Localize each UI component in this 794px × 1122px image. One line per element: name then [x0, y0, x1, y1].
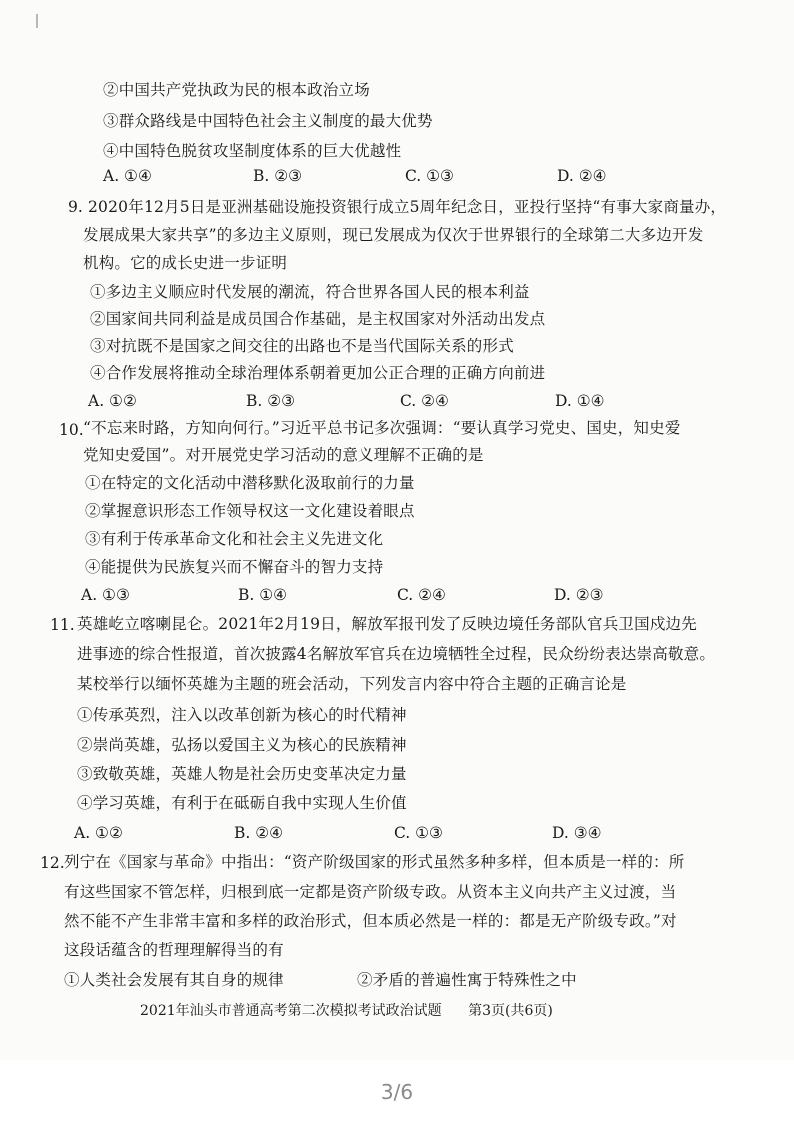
q11-option-b: B. ②④ [234, 824, 284, 842]
q8-item-3: ③群众路线是中国特色社会主义制度的最大优势 [103, 112, 433, 130]
footer-page-number: 第3页(共6页) [468, 1003, 553, 1019]
q12-number: 12. [40, 854, 65, 872]
q10-option-c: C. ②④ [397, 586, 446, 604]
q12-stem-line-3: 然不能不产生非常丰富和多样的政治形式，但本质必然是一样的：都是无产阶级专政。”对 [64, 912, 677, 930]
q9-stem-line-1: 2020年12月5日是亚洲基础设施投资银行成立5周年纪念日，亚投行坚持“有事大家商量办， [88, 198, 727, 216]
q9-item-4: ④合作发展将推动全球治理体系朝着更加公正合理的正确方向前进 [90, 364, 546, 382]
q9-option-b: B. ②③ [246, 392, 296, 410]
q10-item-4: ④能提供为民族复兴而不懈奋斗的智力支持 [85, 558, 384, 576]
q8-option-a: A. ①④ [103, 167, 152, 185]
page-indicator: 3/6 [380, 1080, 414, 1104]
q12-stem-line-2: 有这些国家不管怎样，归根到底一定都是资产阶级专政。从资本主义向共产主义过渡，当 [64, 883, 677, 901]
q10-option-a: A. ①③ [81, 586, 130, 604]
q11-item-2: ②崇尚英雄，弘扬以爱国主义为核心的民族精神 [77, 736, 407, 754]
q11-number: 11. [50, 616, 75, 634]
q9-option-c: C. ②④ [400, 392, 449, 410]
q9-item-3: ③对抗既不是国家之间交往的出路也不是当代国际关系的形式 [90, 337, 514, 355]
q8-option-d: D. ②④ [557, 167, 607, 185]
q9-item-2: ②国家间共同利益是成员国合作基础，是主权国家对外活动出发点 [90, 310, 546, 328]
q9-stem-line-2: 发展成果大家共享”的多边主义原则，现已发展成为仅次于世界银行的全球第二大多边开发 [83, 226, 704, 244]
q9-number: 9. [68, 198, 83, 216]
q10-stem-line-2: 党知史爱国”。对开展党史学习活动的意义理解不正确的是 [83, 446, 484, 464]
q10-item-1: ①在特定的文化活动中潜移默化汲取前行的力量 [85, 474, 415, 492]
q8-item-4: ④中国特色脱贫攻坚制度体系的巨大优越性 [103, 142, 402, 160]
q10-option-d: D. ②③ [554, 586, 604, 604]
q10-number: 10. [59, 421, 84, 439]
q12-stem-line-4: 这段话蕴含的哲理理解得当的有 [64, 941, 284, 959]
q8-item-2: ②中国共产党执政为民的根本政治立场 [103, 81, 370, 99]
q11-option-a: A. ①② [74, 824, 123, 842]
q11-stem-line-2: 进事迹的综合性报道，首次披露4名解放军官兵在边境牺牲全过程，民众纷纷表达崇高敬意。 [77, 645, 716, 663]
q8-option-c: C. ①③ [405, 167, 454, 185]
q9-option-d: D. ①④ [555, 392, 605, 410]
q11-item-4: ④学习英雄，有利于在砥砺自我中实现人生价值 [77, 794, 407, 812]
q12-item-2: ②矛盾的普遍性寓于特殊性之中 [357, 971, 577, 989]
q9-item-1: ①多边主义顺应时代发展的潮流，符合世界各国人民的根本利益 [90, 283, 530, 301]
q10-item-2: ②掌握意识形态工作领导权这一文化建设着眼点 [85, 502, 415, 520]
q12-stem-line-1: 列宁在《国家与革命》中指出：“资产阶级国家的形式虽然多种多样，但本质是一样的：所 [64, 853, 685, 871]
q11-option-d: D. ③④ [552, 824, 602, 842]
q11-stem-line-3: 某校举行以缅怀英雄为主题的班会活动，下列发言内容中符合主题的正确言论是 [77, 675, 627, 693]
page-footer [140, 1000, 553, 1020]
q12-item-1: ①人类社会发展有其自身的规律 [64, 971, 284, 989]
scan-mark [36, 14, 38, 28]
q11-stem-line-1: 英雄屹立喀喇昆仑。2021年2月19日，解放军报刊发了反映边境任务部队官兵卫国戍边先 [77, 615, 697, 633]
q9-option-a: A. ①② [88, 392, 137, 410]
q10-item-3: ③有利于传承革命文化和社会主义先进文化 [85, 530, 384, 548]
q10-option-b: B. ①④ [238, 586, 288, 604]
q11-item-1: ①传承英烈，注入以改革创新为核心的时代精神 [77, 706, 407, 724]
q11-option-c: C. ①③ [394, 824, 443, 842]
footer-title: 2021年汕头市普通高考第二次模拟考试政治试题 [140, 1003, 442, 1019]
q8-option-b: B. ②③ [253, 167, 303, 185]
q9-stem-line-3: 机构。它的成长史进一步证明 [83, 254, 288, 272]
q10-stem-line-1: “不忘来时路，方知向何行。”习近平总书记多次强调：“要认真学习党史、国史，知史爱 [83, 419, 681, 437]
q11-item-3: ③致敬英雄，英雄人物是社会历史变革决定力量 [77, 765, 407, 783]
